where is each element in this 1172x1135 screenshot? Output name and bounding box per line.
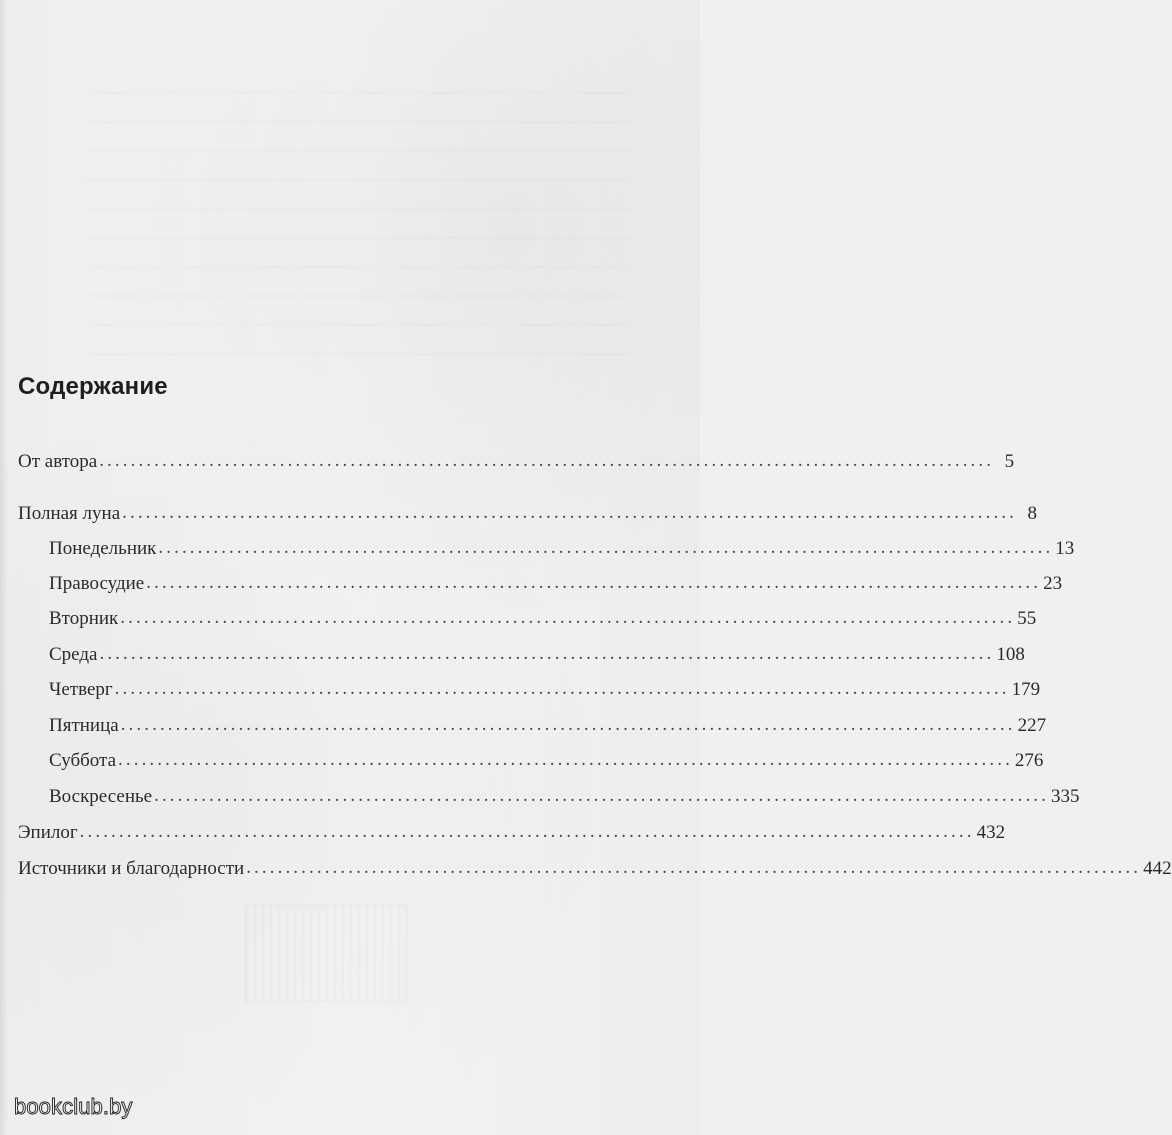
toc-entry-sunday	[49, 785, 1080, 809]
toc-entry-sources-and-acknowledgments	[18, 857, 1172, 881]
toc-page-number: 335	[1051, 786, 1080, 807]
toc-entry-label: Пятница	[49, 715, 119, 736]
toc-entry-tuesday	[49, 607, 1037, 631]
toc-entry-wednesday	[49, 643, 1025, 667]
toc-entry-author-note	[18, 450, 1015, 474]
toc-leader-dots: ..................................................................................................................	[122, 502, 1018, 523]
toc-entry-friday	[49, 714, 1047, 738]
toc-entry-epilogue	[18, 821, 1006, 845]
toc-leader-dots: ..................................................................................................................	[79, 821, 975, 842]
toc-leader-dots: ..................................................................................................................	[99, 643, 995, 664]
toc-leader-dots: ..................................................................................................................	[120, 607, 1016, 628]
toc-leader-dots: ..................................................................................................................	[146, 572, 1042, 593]
toc-entry-label: Четверг	[49, 679, 113, 700]
toc-page-number: 442	[1143, 858, 1172, 879]
site-watermark: bookclub.by	[14, 1094, 133, 1119]
toc-entry-label: Понедельник	[49, 538, 157, 559]
toc-page-number: 8	[1027, 503, 1038, 524]
toc-entry-label: Источники и благодарности	[18, 858, 245, 879]
toc-page-number: 432	[976, 822, 1006, 843]
toc-entry-label: Правосудие	[49, 573, 145, 594]
toc-leader-dots: ..................................................................................................................	[120, 714, 1016, 735]
toc-page-number: 276	[1014, 750, 1044, 771]
toc-entry-label: Полная луна	[18, 503, 121, 524]
toc-leader-dots: ..................................................................................................................	[246, 857, 1142, 878]
toc-entry-saturday	[49, 749, 1044, 773]
toc-entry-thursday	[49, 678, 1041, 702]
toc-entry-monday	[49, 537, 1075, 561]
toc-entry-label: Суббота	[49, 750, 117, 771]
toc-page-number: 108	[996, 644, 1025, 665]
toc-leader-dots: ..................................................................................................................	[154, 785, 1049, 806]
toc-page-number: 23	[1043, 573, 1063, 594]
toc-entry-label: Воскресенье	[49, 786, 153, 807]
toc-leader-dots: ..................................................................................................................	[158, 537, 1054, 558]
toc-leader-dots: ..................................................................................................................	[99, 450, 995, 471]
toc-entry-label: Вторник	[49, 608, 119, 629]
toc-leader-dots: ..................................................................................................................	[118, 749, 1013, 770]
toc-entry-full-moon	[18, 502, 1038, 526]
toc-entry-label: Эпилог	[18, 822, 78, 843]
toc-page-number: 227	[1017, 715, 1047, 736]
toc-entry-label: Среда	[49, 644, 98, 665]
table-of-contents-title: Содержание	[18, 373, 168, 400]
toc-page-number: 5	[1004, 451, 1015, 472]
toc-page-number: 179	[1011, 679, 1041, 700]
toc-entry-label: От автора	[18, 451, 98, 472]
toc-page-number: 13	[1055, 538, 1075, 559]
toc-entry-justice	[49, 572, 1063, 596]
toc-leader-dots: ..................................................................................................................	[114, 678, 1010, 699]
toc-page-number: 55	[1017, 608, 1037, 629]
